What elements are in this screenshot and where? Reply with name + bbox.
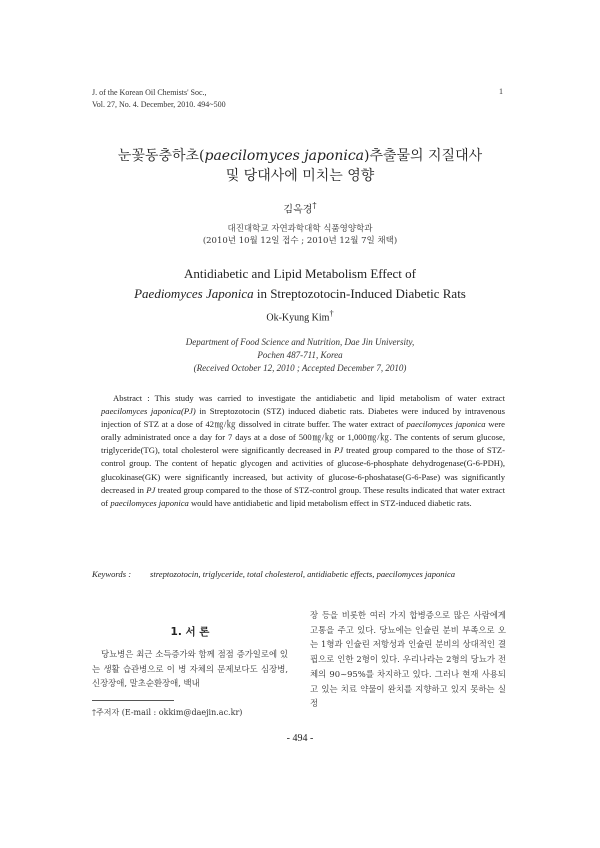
- corresponding-mark-en: †: [329, 309, 334, 318]
- korean-affiliation-dept: 대진대학교 자연과학대학 식품영양학과: [227, 224, 373, 234]
- keywords-label: Keywords :: [92, 569, 132, 579]
- abstract-species: paecilomyces japonica: [406, 419, 486, 430]
- korean-title-suffix: )추출물의 지질대사: [364, 148, 483, 164]
- korean-author-name: 김옥경: [283, 204, 313, 216]
- english-title-rest: in Streptozotocin-Induced Diabetic Rats: [253, 286, 466, 301]
- english-title-italic: Paediomyces Japonica: [134, 286, 254, 301]
- journal-citation: [92, 87, 226, 111]
- korean-title-line2: 및 당대사에 미치는 영향: [225, 168, 375, 184]
- intro-left-column: [92, 647, 288, 691]
- footnote-divider: [92, 700, 174, 701]
- abstract-label: Abstract :: [113, 393, 150, 403]
- english-author: [60, 309, 540, 323]
- abstract-species: paecilomyces japonica(PJ): [101, 406, 196, 417]
- english-affiliation-city: Pochen 487-711, Korea: [257, 350, 343, 360]
- keywords: [92, 568, 506, 580]
- korean-title-prefix: 눈꽃동충하초(: [117, 148, 205, 164]
- abstract-text: This study was carried to investigate the antidiabetic and lipid metabolism of water extract: [149, 393, 506, 403]
- english-affiliation: [60, 336, 540, 375]
- english-dates: (Received October 12, 2010 ; Accepted December 7, 2010): [193, 363, 407, 373]
- english-affiliation-dept: Department of Food Science and Nutrition, Dae Jin University,: [185, 337, 415, 347]
- abstract-abbrev: PJ: [334, 445, 344, 456]
- korean-title-line1: [60, 146, 540, 166]
- english-author-name: Ok-Kyung Kim: [266, 312, 330, 324]
- journal-name: J. of the Korean Oil Chemists' Soc.,: [92, 88, 207, 97]
- abstract-abbrev: PJ: [146, 484, 156, 495]
- korean-title-italic: paecilomyces japonica: [204, 148, 365, 164]
- section-heading-introduction: 1. 서 론: [170, 626, 210, 638]
- korean-affiliation: [60, 223, 540, 247]
- abstract-text: treated group compared to the those of STZ-control group. The content of hepatic glycogen and activities of glucose-6-phosphate dehydrogenase(G-6-PDH), glucokinase(GK) were significantly increased, but activity of glucose-6-phoshatase(G-6-Pase) was significantly decreased in: [101, 445, 505, 495]
- korean-author: [60, 200, 540, 215]
- korean-dates: (2010년 10월 12일 접수 ; 2010년 12월 7일 채택): [202, 236, 398, 246]
- english-title: [60, 264, 540, 304]
- abstract-text: in Streptozotocin (STZ) induced diabetic rats. Diabetes were induced by intravenous injection of STZ at a dose of 42㎎/㎏ dissolved in citrate buffer. The water extract of: [101, 406, 505, 430]
- abstract-text: would have antidiabetic and lipid metabolism effect in STZ-induced diabetic rats.: [188, 497, 472, 508]
- header-page-number: 1: [499, 87, 503, 96]
- english-title-line1: Antidiabetic and Lipid Metabolism Effect of: [184, 266, 416, 281]
- abstract-text: treated group compared to the those of STZ-control group. These results indicated that water extract of: [101, 484, 505, 508]
- abstract: [101, 392, 505, 510]
- abstract-species: paecilomyces japonica: [110, 497, 189, 508]
- journal-volume: Vol. 27, No. 4. December, 2010. 494~500: [92, 100, 226, 109]
- abstract-text: were orally administrated once a day for 7 days at a dose of 500㎎/㎏ or 1,000㎎/㎏. The contents of serum glucose, triglyceride(TG), total cholesterol were significantly decreased in: [101, 419, 505, 456]
- corresponding-mark: †: [312, 200, 317, 210]
- keywords-list: streptozotocin, triglyceride, total cholesterol, antidiabetic effects, paecilomyces japonica: [150, 569, 456, 579]
- intro-right-column: 장 등을 비롯한 여러 가지 합병증으로 많은 사람에게 고통을 주고 있다. 당뇨에는 인슐린 분비 부족으로 오는 1형과 인슐린 저항성과 인슐린 분비의 상대적인 결핍으로 인한 2형이 있다. 우리나라는 2형의 당뇨가 전체의 90~95%를 차지하고 있다. 그러나 현재 사용되고 있는 치료 약물이 완치를 지향하고 있지 못하는 실정: [310, 610, 506, 709]
- intro-left-text: 당뇨병은 최근 소득증가와 함께 점점 증가일로에 있는 생활 습관병으로 이 병 자체의 문제보다도 심장병, 신장장애, 말초순환장애, 백내: [92, 649, 288, 689]
- corresponding-author-footnote: †주저자 (E-mail : okkim@daejin.ac.kr): [92, 708, 243, 717]
- page-number: - 494 -: [286, 733, 314, 744]
- english-title-line2: [60, 284, 540, 304]
